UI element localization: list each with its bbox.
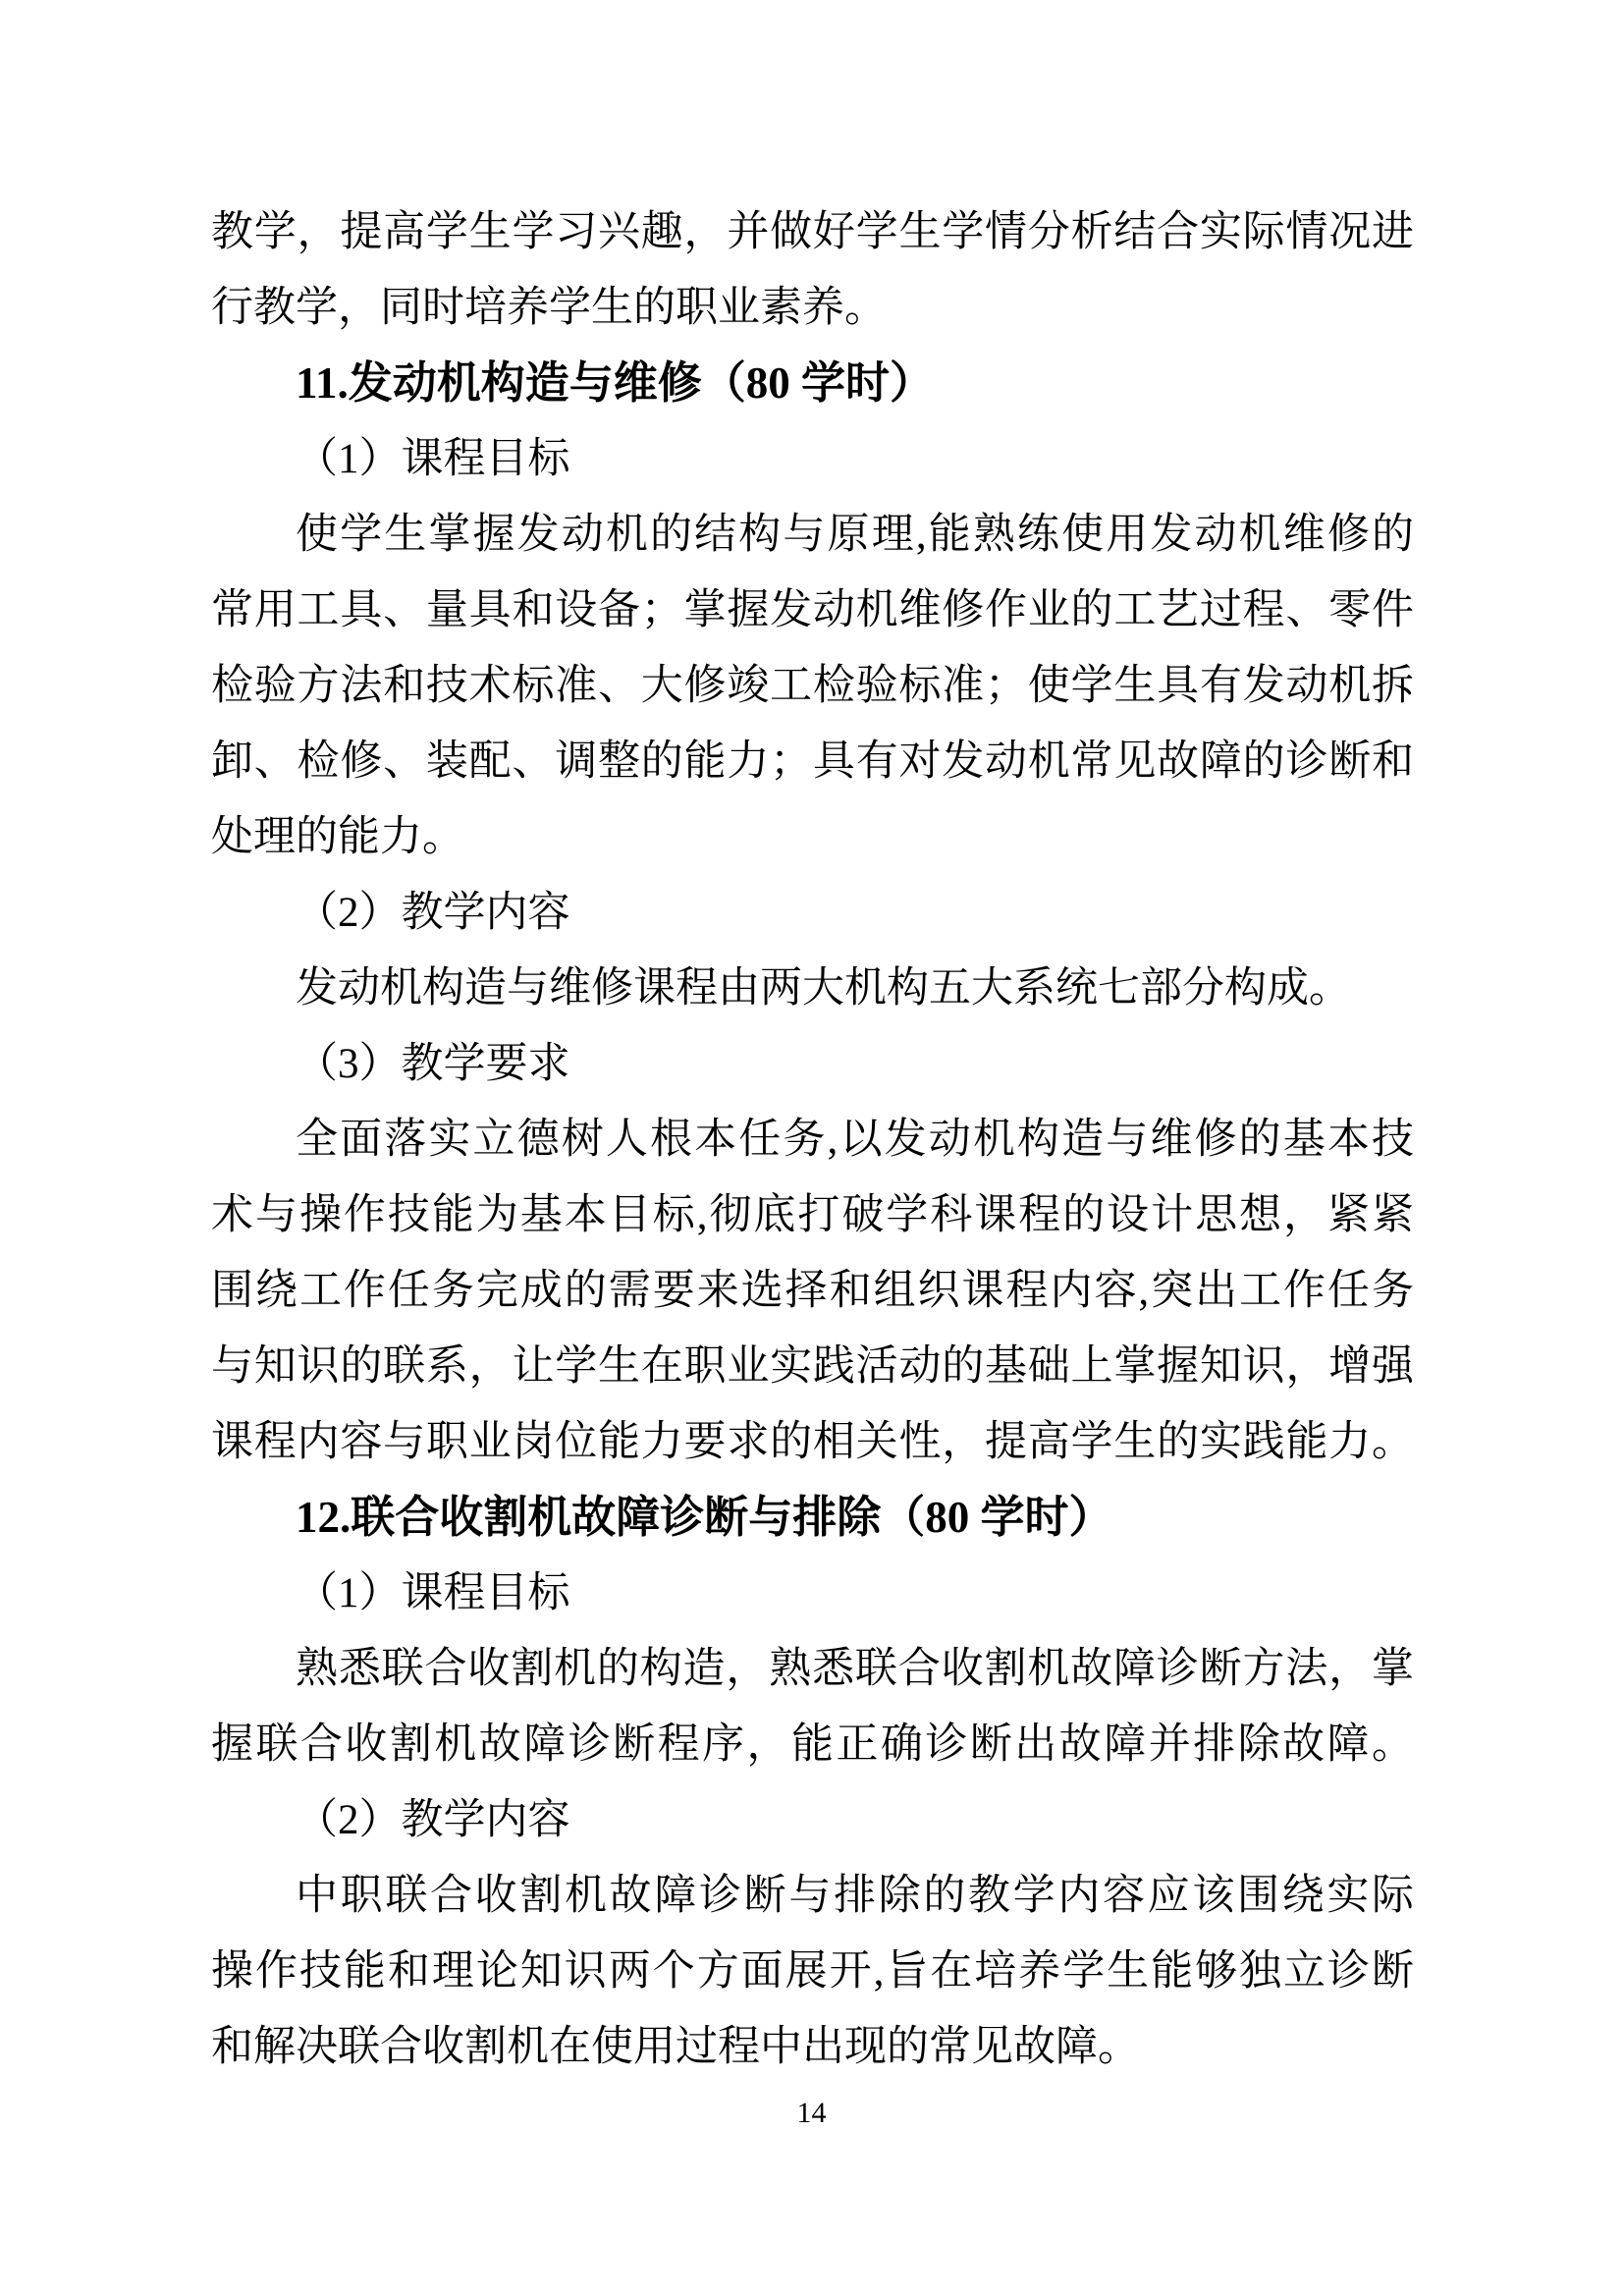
section-heading-12: 12.联合收割机故障诊断与排除（80 学时） [296,1493,1113,1542]
text-block [211,194,1414,2085]
body-line: 常用工具、量具和设备；掌握发动机维修作业的工艺过程、零件 [211,587,1414,633]
subsection-label: （1）课程目标 [296,1570,570,1616]
body-line: 检验方法和技术标准、大修竣工检验标准；使学生具有发动机拆 [211,663,1414,709]
subsection-label: （2）教学内容 [296,890,570,936]
body-line: 全面落实立德树人根本任务,以发动机构造与维修的基本技 [296,1117,1414,1163]
body-line: 熟悉联合收割机的构造，熟悉联合收割机故障诊断方法，掌 [296,1646,1414,1692]
body-line: 术与操作技能为基本目标,彻底打破学科课程的设计思想，紧紧 [211,1192,1414,1238]
body-line: 行教学，同时培养学生的职业素养。 [211,285,887,331]
body-line: 握联合收割机故障诊断程序，能正确诊断出故障并排除故障。 [211,1722,1414,1768]
subsection-label: （3）教学要求 [296,1041,570,1087]
page-number: 14 [796,2097,827,2129]
body-line: 处理的能力。 [211,814,464,860]
body-line: 使学生掌握发动机的结构与原理,能熟练使用发动机维修的 [296,512,1414,558]
body-line: 卸、检修、装配、调整的能力；具有对发动机常见故障的诊断和 [211,738,1414,785]
subsection-label: （2）教学内容 [296,1797,570,1843]
body-line: 课程内容与职业岗位能力要求的相关性，提高学生的实践能力。 [211,1419,1414,1465]
section-heading-11: 11.发动机构造与维修（80 学时） [296,358,935,408]
body-line: 和解决联合收割机在使用过程中出现的常见故障。 [211,2024,1140,2070]
body-line: 操作技能和理论知识两个方面展开,旨在培养学生能够独立诊断 [211,1948,1414,1995]
body-line: 与知识的联系，让学生在职业实践活动的基础上掌握知识，增强 [211,1343,1414,1390]
body-line: 教学，提高学生学习兴趣，并做好学生学情分析结合实际情况进 [211,209,1414,255]
subsection-label: （1）课程目标 [296,436,570,482]
body-line: 围绕工作任务完成的需要来选择和组织课程内容,突出工作任务 [211,1268,1414,1314]
body-line: 中职联合收割机故障诊断与排除的教学内容应该围绕实际 [296,1873,1414,1919]
body-line: 发动机构造与维修课程由两大机构五大系统七部分构成。 [296,965,1351,1011]
